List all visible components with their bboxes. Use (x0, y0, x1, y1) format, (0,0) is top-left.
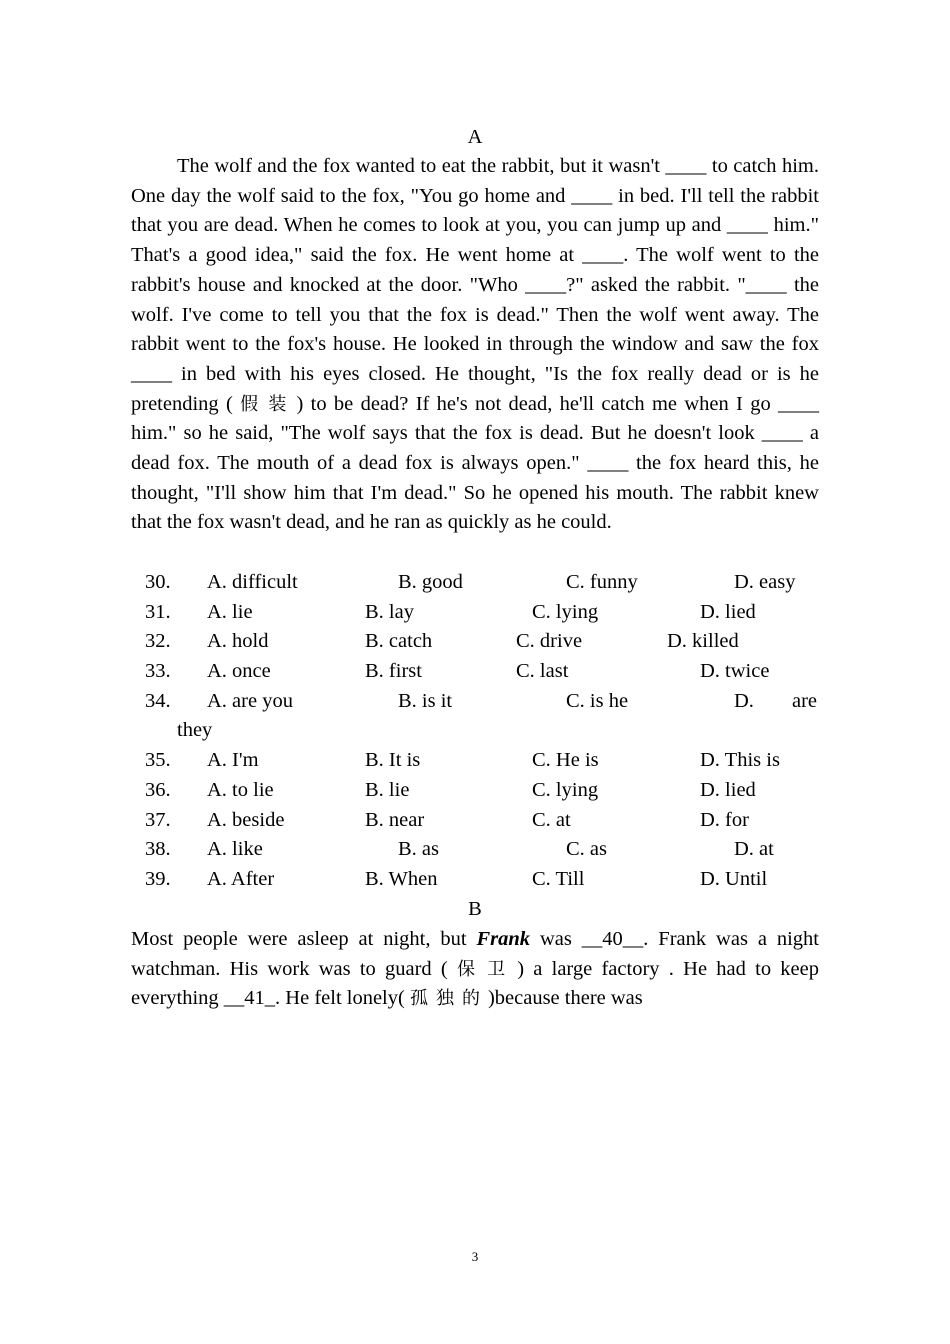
option-c: C. at (532, 808, 571, 831)
question-number: 36. (145, 778, 171, 801)
option-d: D. for (700, 808, 749, 831)
question-row (131, 657, 819, 687)
option-d: D. lied (700, 778, 756, 801)
option-b: B. first (365, 660, 422, 683)
option-c: C. Till (532, 867, 585, 890)
option-c: C. as (566, 838, 607, 861)
option-d: D. at (734, 838, 774, 861)
question-number: 33. (145, 660, 171, 683)
question-number: 30. (145, 571, 171, 593)
option-c: C. lying (532, 778, 599, 801)
passage-a-text: The wolf and the fox wanted to eat the rabbit, but it wasn't ____ to catch him. One day the wolf said to the fox, "You go home and ____ in bed. I'll tell the rabbit that you are dead. When he comes to look at you, you can jump up and ____ him." That's a good idea," said the fox. He went home at ____. The wolf went to the rabbit's house and knocked at the door. "Who ____?" asked the rabbit. "____ the wolf. I've come to tell you that the fox is dead." Then the wolf went away. The rabbit went to the fox's house. He looked in through the window and saw the fox ____ in bed with his eyes closed. He thought, "Is the fox really dead or is he pretending ( (131, 155, 819, 415)
option-d: D. twice (700, 660, 770, 683)
section-a-title: A (467, 126, 483, 148)
passage-b-cjk-1: 保卫 (457, 958, 518, 980)
option-a: A. once (207, 660, 271, 683)
option-b: B. is it (398, 689, 453, 712)
option-d-continued: are (792, 689, 818, 712)
question-row (131, 806, 819, 836)
question-row (131, 568, 819, 598)
option-b: B. lie (365, 778, 410, 801)
option-d: D. lied (700, 600, 756, 623)
question-number: 37. (145, 808, 171, 831)
option-d: D. Until (700, 867, 768, 890)
passage-b-cjk-2: 孤独的 (409, 988, 488, 1010)
option-a: A. lie (207, 600, 253, 623)
option-b: B. good (398, 571, 463, 593)
option-b: B. catch (365, 630, 433, 653)
option-a: A. hold (207, 630, 269, 653)
page-number: 3 (471, 1249, 479, 1264)
option-b: B. as (398, 838, 439, 861)
option-a: A. like (207, 838, 263, 861)
option-d: D. (734, 689, 754, 712)
option-b: B. near (365, 808, 425, 831)
passage-b-frank: Frank (476, 928, 531, 950)
passage-a-rest: ) to be dead? If he's not dead, he'll catch me when I go ____ him." so he said, "The wolf says that the fox is dead. But he doesn't look ____ a dead fox. The mouth of a dead fox is always open." ____ the fox heard this, he thought, "I'll show him that I'm dead." So he opened his mouth. The rabbit knew that the fox wasn't dead, and he ran as quickly as he could. (131, 392, 820, 534)
passage-a-cjk: 假装 (240, 393, 297, 415)
option-a: A. After (207, 867, 275, 890)
option-d: D. killed (667, 630, 739, 653)
option-b: B. It is (365, 749, 421, 772)
option-c: C. is he (566, 689, 629, 712)
option-a: A. are you (207, 689, 293, 712)
question-number: 39. (145, 867, 171, 890)
option-a: A. to lie (207, 778, 274, 801)
option-c: C. last (516, 660, 569, 683)
option-c: C. lying (532, 600, 599, 623)
passage-b (131, 925, 819, 1014)
question-row (131, 865, 819, 895)
option-a: A. difficult (207, 571, 298, 593)
question-number: 35. (145, 749, 171, 772)
question-options (131, 568, 819, 895)
section-b-title: B (468, 898, 482, 920)
option-b: B. lay (365, 600, 414, 623)
question-row (131, 776, 819, 806)
question-row (131, 687, 819, 746)
passage-b-text-1: Most people were asleep at night, but (131, 928, 477, 950)
question-number: 34. (145, 689, 171, 712)
passage-b-text-4: )because there was (487, 987, 643, 1010)
question-number: 32. (145, 630, 171, 653)
question-row (131, 598, 819, 628)
question-row (131, 627, 819, 657)
option-c: C. funny (566, 571, 638, 593)
option-a: A. I'm (207, 749, 259, 772)
option-d: D. easy (734, 571, 796, 593)
option-c: C. He is (532, 749, 599, 772)
passage-a (131, 152, 819, 538)
passage-b-text-2: was __40__. Frank was a night watchman. His work was to guard ( (131, 928, 819, 980)
option-d-wrapped: they (177, 719, 213, 742)
question-row (131, 835, 819, 865)
option-b: B. When (365, 867, 438, 890)
question-number: 31. (145, 600, 171, 623)
option-c: C. drive (516, 630, 583, 653)
option-a: A. beside (207, 808, 285, 831)
question-row (131, 746, 819, 776)
question-number: 38. (145, 838, 171, 861)
option-d: D. This is (700, 749, 780, 772)
passage-b-text-3: ) a large factory . He had to keep everything __41_. He felt lonely( (131, 957, 820, 1010)
